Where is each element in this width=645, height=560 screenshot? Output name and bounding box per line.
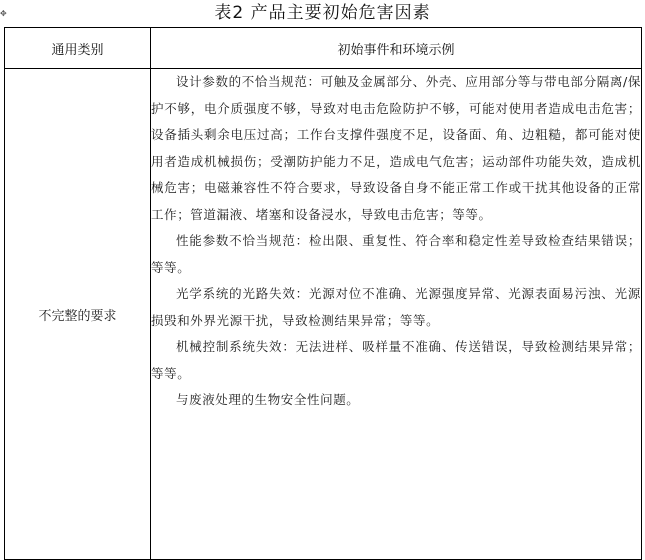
header-examples: 初始事件和环境示例	[151, 28, 642, 69]
paragraph-design-parameters: 设计参数的不恰当规范：可触及金属部分、外壳、应用部分等与带电部分隔离/保护不够，电介质强度不够，导致对电击危险防护不够，可能对使用者造成电击危害；设备插头剩余电压过高；工作台支撑件强度不足，设备面、角、边粗糙，都可能对使用者造成机械损伤；受潮防护能力不足，造成电气危害；运动部件功能失效，造成机械危害；电磁兼容性不符合要求，导致设备自身不能正常工作或干扰其他设备的正常工作；管道漏液、堵塞和设备浸水，导致电击危害；等等。	[151, 74, 641, 222]
corner-marker: ✥	[0, 9, 7, 18]
table-row	[5, 69, 642, 560]
header-category: 通用类别	[5, 28, 151, 69]
category-cell: 不完整的要求	[5, 69, 151, 560]
examples-cell	[151, 69, 642, 560]
paragraph-waste-liquid: 与废液处理的生物安全性问题。	[176, 392, 360, 407]
table-header-row	[5, 28, 642, 69]
paragraph-optical-system: 光学系统的光路失效：光源对位不准确、光源强度异常、光源表面易污浊、光源损毁和外界光源干扰，导致检测结果异常；等等。	[151, 286, 641, 328]
hazard-table	[4, 27, 642, 560]
paragraph-performance-parameters: 性能参数不恰当规范：检出限、重复性、符合率和稳定性差导致检查结果错误；等等。	[151, 233, 641, 275]
paragraph-mechanical-control: 机械控制系统失效：无法进样、吸样量不准确、传送错误，导致检测结果异常；等等。	[151, 339, 641, 381]
table-title: 表2 产品主要初始危害因素	[214, 3, 431, 23]
